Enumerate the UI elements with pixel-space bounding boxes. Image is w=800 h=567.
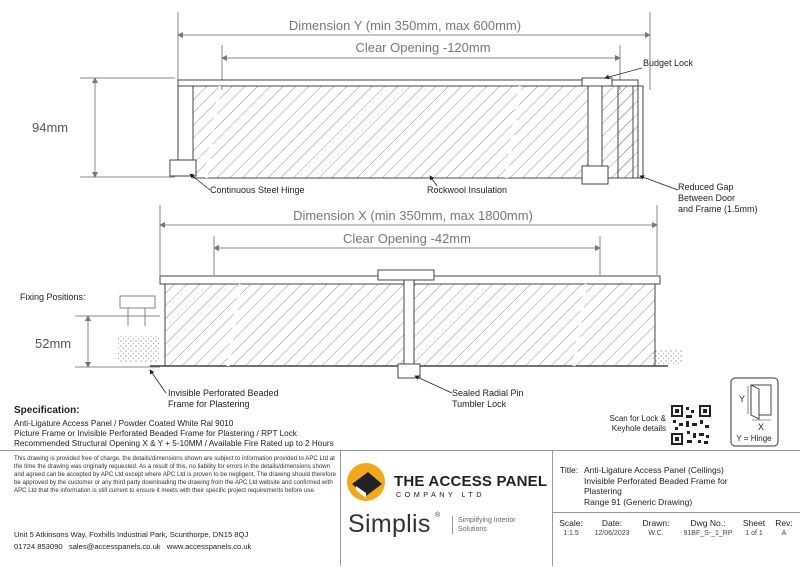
bottom-section bbox=[118, 270, 682, 378]
footer-divider-2 bbox=[552, 450, 553, 566]
insulation-callout: Rockwool Insulation bbox=[427, 185, 508, 195]
bottom-dimension-x-label: Dimension X (min 350mm, max 1800mm) bbox=[293, 208, 533, 223]
access-panel-logo-icon bbox=[346, 462, 390, 502]
pin-lock-callout-2: Tumbler Lock bbox=[452, 399, 507, 409]
title-line-2: Invisible Perforated Beaded Frame for bbox=[584, 475, 728, 486]
title-text bbox=[584, 465, 794, 507]
meta-rev-head: Rev: bbox=[775, 518, 793, 528]
title-label: Title: bbox=[560, 465, 579, 475]
simplis-tag-line-1: Simplifying Interior bbox=[458, 517, 516, 524]
fixing-bracket bbox=[120, 296, 155, 326]
qr-code-icon[interactable] bbox=[671, 405, 711, 445]
hinge-key-caption: Y = Hinge bbox=[736, 434, 772, 443]
contact-text: 01724 853090 sales@accesspanels.co.uk www.accesspanels.co.uk bbox=[14, 542, 252, 551]
title-line-1: Anti-Ligature Access Panel (Ceilings) bbox=[584, 465, 724, 475]
simplis-logo: Simplis bbox=[348, 510, 431, 538]
bottom-clear-opening-label: Clear Opening -42mm bbox=[343, 231, 471, 246]
reduced-gap-callout-3: and Frame (1.5mm) bbox=[678, 204, 758, 214]
meta-date-value: 12/06/2023 bbox=[594, 530, 630, 537]
meta-dwg-value: 91BF_S-_1_RP bbox=[683, 530, 733, 537]
simplis-tagline bbox=[452, 516, 516, 534]
reduced-gap-callout-2: Between Door bbox=[678, 193, 736, 203]
bottom-height-label: 52mm bbox=[35, 336, 72, 351]
budget-lock-callout: Budget Lock bbox=[643, 58, 694, 68]
top-section bbox=[170, 78, 643, 184]
top-height-label: 94mm bbox=[32, 120, 69, 135]
meta-drawn-value: W.C. bbox=[648, 530, 664, 537]
meta-scale-value: 1:1.5 bbox=[563, 530, 579, 537]
hinge-callout: Continuous Steel Hinge bbox=[210, 185, 305, 195]
address-text: Unit 5 Atkinsons Way, Foxhills Industrial Park, Scunthorpe, DN15 8QJ bbox=[14, 530, 249, 539]
specification-heading: Specification: bbox=[14, 405, 80, 416]
spec-line-3: Recommended Structural Opening X & Y + 5-10MM / Available Fire Rated up to 2 Hours bbox=[14, 439, 334, 448]
top-dimension-y-label: Dimension Y (min 350mm, max 600mm) bbox=[288, 18, 522, 33]
footer-divider-3 bbox=[552, 512, 800, 513]
reduced-gap-callout-1: Reduced Gap bbox=[678, 182, 734, 192]
meta-sheet-value: 1 of 1 bbox=[745, 530, 763, 537]
simplis-registered: ® bbox=[435, 512, 441, 519]
beaded-frame-callout-1: Invisible Perforated Beaded bbox=[168, 388, 279, 398]
meta-drawn-head: Drawn: bbox=[642, 518, 670, 528]
meta-scale-head: Scale: bbox=[559, 518, 583, 528]
fixing-positions-label: Fixing Positions: bbox=[20, 292, 86, 302]
footer-divider-1 bbox=[340, 450, 341, 566]
scan-label bbox=[600, 414, 666, 434]
hinge-key-y: Y bbox=[739, 394, 746, 404]
logo-subtitle: COMPANY LTD bbox=[396, 490, 485, 499]
scan-line-1: Scan for Lock & bbox=[609, 414, 666, 423]
disclaimer-text: This drawing is provided free of charge, the details/dimensions shown are subject to information provided to APC Ltd at the time the drawing was originally requested. As a result of this, no liability for errors in the details/dimensions shown and agreed can be accepted by APC Ltd except where APC Ltd is proven to be negligent. The drawing should therefore be approved by the customer or any third party downloading the drawing from the APC Ltd website and confirmed with APC Ltd that the information is still current to ensure it meets with their specific project requirements before use. bbox=[14, 455, 337, 494]
pin-lock-callout-1: Sealed Radial Pin bbox=[452, 388, 524, 398]
meta-rev-value: A bbox=[781, 530, 787, 537]
scan-line-2: Keyhole details bbox=[611, 424, 666, 433]
title-line-4: Range 91 (Generic Drawing) bbox=[584, 496, 693, 507]
spec-line-1: Anti-Ligature Access Panel / Powder Coated White Ral 9010 bbox=[14, 419, 234, 428]
hinge-key-x: X bbox=[758, 422, 765, 432]
top-height-dim bbox=[80, 78, 175, 177]
spec-line-2: Picture Frame or Invisible Perforated Beaded Frame for Plastering / RPT Lock bbox=[14, 429, 297, 438]
meta-sheet-head: Sheet bbox=[742, 518, 766, 528]
logo-title: THE ACCESS PANEL bbox=[394, 473, 548, 490]
meta-date-head: Date: bbox=[601, 518, 623, 528]
beaded-frame-callout-2: Frame for Plastering bbox=[168, 399, 250, 409]
top-clear-opening-label: Clear Opening -120mm bbox=[355, 40, 491, 55]
title-line-3: Plastering bbox=[584, 486, 622, 496]
simplis-tag-line-2: Solutions bbox=[458, 526, 487, 533]
meta-dwg-head: Dwg No.: bbox=[690, 518, 726, 528]
